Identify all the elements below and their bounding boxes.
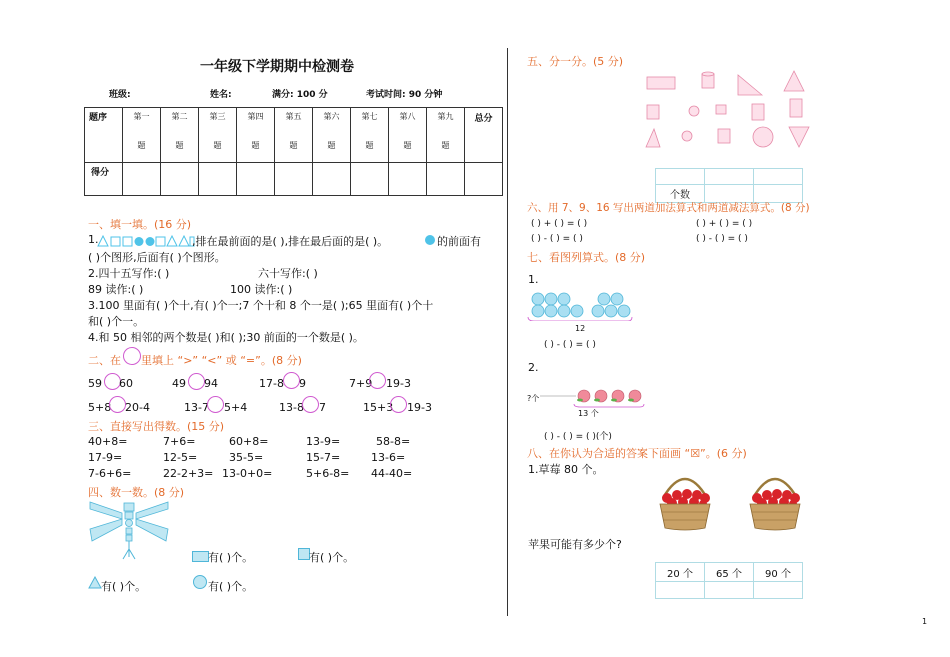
section-3-title: 三、直接写出得数。(15 分) bbox=[88, 420, 225, 433]
q2-d: 100 读作:( ) bbox=[230, 283, 293, 296]
count-circle: 有( )个。 bbox=[208, 580, 254, 593]
col-suffix: 题 bbox=[251, 141, 260, 150]
section-2-title-b: 里填上 “>” “<” 或 “=”。(8 分) bbox=[141, 354, 302, 367]
cmp-right: 9 bbox=[299, 377, 306, 390]
total-label-1: 12 bbox=[575, 324, 586, 333]
col-suffix: 题 bbox=[137, 141, 146, 150]
q2-a: 2.四十五写作:( ) bbox=[88, 267, 170, 280]
col-suffix: 题 bbox=[365, 141, 374, 150]
col-header: 第四 bbox=[247, 112, 264, 121]
q1-front: 的前面有 bbox=[437, 235, 481, 248]
q4: 4.和 50 相邻的两个数是( )和( );30 前面的一个数是( )。 bbox=[88, 331, 364, 344]
count-label: 个数 bbox=[656, 185, 705, 203]
calc-item: 13-9= bbox=[306, 435, 341, 448]
equation-add-2: ( ) + ( ) = ( ) bbox=[696, 219, 753, 229]
compare-circle[interactable] bbox=[369, 372, 386, 389]
calc-item: 17-9= bbox=[88, 451, 123, 464]
count-triangle: 有( )个。 bbox=[101, 580, 147, 593]
option-90: 90 个 bbox=[754, 563, 803, 582]
cmp-left: 13-7 bbox=[184, 401, 209, 414]
cmp-right: 19-3 bbox=[407, 401, 432, 414]
section-4-title: 四、数一数。(8 分) bbox=[88, 486, 185, 499]
cmp-right: 60 bbox=[119, 377, 133, 390]
triangle-icon bbox=[88, 576, 102, 589]
compare-circle[interactable] bbox=[302, 396, 319, 413]
q8-question: 苹果可能有多少个? bbox=[528, 538, 622, 551]
compare-circle[interactable] bbox=[188, 373, 205, 390]
rectangle-icon bbox=[192, 551, 209, 562]
score-cell[interactable] bbox=[389, 163, 427, 196]
exam-time: 考试时间: 90 分钟 bbox=[366, 90, 443, 100]
column-divider bbox=[507, 48, 508, 616]
class-label: 班级: bbox=[109, 90, 131, 100]
calc-item: 44-40= bbox=[371, 467, 413, 480]
col-suffix: 题 bbox=[175, 141, 184, 150]
score-cell[interactable] bbox=[465, 163, 503, 196]
score-cell[interactable] bbox=[275, 163, 313, 196]
cmp-left: 15+3 bbox=[363, 401, 394, 414]
col-header: 第三 bbox=[209, 112, 226, 121]
answer-options-table bbox=[655, 562, 803, 599]
compare-circle-icon bbox=[123, 347, 141, 365]
calc-item: 22-2+3= bbox=[163, 467, 214, 480]
q7-1: 1. bbox=[528, 273, 539, 286]
strawberry-basket-picture bbox=[745, 470, 805, 532]
col-suffix: 题 bbox=[213, 141, 222, 150]
mark-cell[interactable] bbox=[656, 582, 705, 599]
q3-a: 3.100 里面有( )个十,有( )个一;7 个十和 8 个一是( );65 里面有( )个十 bbox=[88, 299, 434, 312]
compare-circle[interactable] bbox=[390, 396, 407, 413]
q1-prefix: 1. bbox=[88, 233, 99, 246]
cmp-left: 7+9 bbox=[349, 377, 373, 390]
answer-cell[interactable] bbox=[705, 169, 754, 185]
equation-sub-2: ( ) - ( ) = ( ) bbox=[696, 234, 748, 244]
compare-circle[interactable] bbox=[207, 396, 224, 413]
cmp-left: 5+8 bbox=[88, 401, 112, 414]
dragonfly-shape-picture bbox=[88, 499, 170, 565]
row-label-score: 得分 bbox=[91, 168, 110, 178]
circle-icon bbox=[193, 575, 207, 589]
q1-line2: ( )个图形,后面有( )个图形。 bbox=[88, 251, 226, 264]
total-header: 总分 bbox=[474, 114, 493, 124]
col-suffix: 题 bbox=[289, 141, 298, 150]
mark-cell[interactable] bbox=[705, 582, 754, 599]
calc-item: 12-5= bbox=[163, 451, 198, 464]
section-7-title: 七、看图列算式。(8 分) bbox=[527, 251, 646, 264]
cmp-left: 49 bbox=[172, 377, 186, 390]
count-square: 有( )个。 bbox=[309, 551, 355, 564]
col-header: 第二 bbox=[171, 112, 188, 121]
peaches-picture bbox=[540, 384, 652, 408]
equation-7-2: ( ) - ( ) = ( )(个) bbox=[544, 432, 612, 442]
score-cell[interactable] bbox=[123, 163, 161, 196]
col-header: 第一 bbox=[133, 112, 150, 121]
option-65: 65 个 bbox=[705, 563, 754, 582]
q2-c: 89 读作:( ) bbox=[88, 283, 144, 296]
score-cell[interactable] bbox=[237, 163, 275, 196]
calc-item: 15-7= bbox=[306, 451, 341, 464]
strawberry-basket-picture bbox=[655, 470, 715, 532]
calc-item: 13-0+0= bbox=[222, 467, 273, 480]
score-cell[interactable] bbox=[427, 163, 465, 196]
col-suffix: 题 bbox=[441, 141, 450, 150]
equation-sub-1: ( ) - ( ) = ( ) bbox=[531, 234, 583, 244]
cmp-right: 7 bbox=[319, 401, 326, 414]
cmp-right: 94 bbox=[204, 377, 218, 390]
calc-item: 40+8= bbox=[88, 435, 128, 448]
calc-item: 58-8= bbox=[376, 435, 411, 448]
q7-2: 2. bbox=[528, 361, 539, 374]
name-label: 姓名: bbox=[210, 90, 232, 100]
section-1-title: 一、填一填。(16 分) bbox=[88, 218, 192, 231]
col-header: 第八 bbox=[399, 112, 416, 121]
full-score: 满分: 100 分 bbox=[272, 90, 328, 100]
cmp-right: 5+4 bbox=[224, 401, 248, 414]
score-table bbox=[84, 107, 503, 196]
q2-b: 六十写作:( ) bbox=[258, 267, 318, 280]
count-rect: 有( )个。 bbox=[208, 551, 254, 564]
circle-icon bbox=[425, 235, 435, 245]
sort-table bbox=[655, 168, 803, 203]
page-number: 1 bbox=[922, 617, 928, 626]
shape-sequence bbox=[97, 235, 195, 247]
calc-item: 7+6= bbox=[163, 435, 196, 448]
row-label-order: 题序 bbox=[89, 113, 108, 123]
calc-item: 7-6+6= bbox=[88, 467, 132, 480]
equation-7-1: ( ) - ( ) = ( ) bbox=[544, 340, 596, 350]
calc-item: 60+8= bbox=[229, 435, 269, 448]
unknown-label: ?个 bbox=[527, 394, 540, 403]
cmp-left: 17-8 bbox=[259, 377, 284, 390]
cmp-left: 13-8 bbox=[279, 401, 304, 414]
score-cell[interactable] bbox=[199, 163, 237, 196]
col-header: 第六 bbox=[323, 112, 340, 121]
page-title: 一年级下学期期中检测卷 bbox=[200, 59, 354, 75]
option-20: 20 个 bbox=[656, 563, 705, 582]
col-header: 第七 bbox=[361, 112, 378, 121]
section-5-title: 五、分一分。(5 分) bbox=[527, 55, 624, 68]
calc-item: 5+6-8= bbox=[306, 467, 350, 480]
score-cell[interactable] bbox=[351, 163, 389, 196]
solid-shapes-picture bbox=[644, 69, 814, 149]
section-8-title: 八、在你认为合适的答案下面画 “☒”。(6 分) bbox=[527, 447, 747, 460]
answer-cell[interactable] bbox=[754, 169, 803, 185]
cmp-right: 19-3 bbox=[386, 377, 411, 390]
score-cell[interactable] bbox=[313, 163, 351, 196]
section-2-title-a: 二、在 bbox=[88, 354, 121, 367]
col-header: 第五 bbox=[285, 112, 302, 121]
mark-cell[interactable] bbox=[754, 582, 803, 599]
total-label-2: 13 个 bbox=[578, 409, 599, 418]
cmp-right: 20-4 bbox=[125, 401, 150, 414]
compare-circle[interactable] bbox=[109, 396, 126, 413]
col-suffix: 题 bbox=[403, 141, 412, 150]
section-6-title: 六、用 7、9、16 写出两道加法算式和两道减法算式。(8 分) bbox=[527, 202, 810, 214]
col-header: 第九 bbox=[437, 112, 454, 121]
col-suffix: 题 bbox=[327, 141, 336, 150]
equation-add-1: ( ) + ( ) = ( ) bbox=[531, 219, 588, 229]
score-cell[interactable] bbox=[161, 163, 199, 196]
calc-item: 13-6= bbox=[371, 451, 406, 464]
q8-1: 1.草莓 80 个。 bbox=[528, 463, 604, 476]
q1-text: ,排在最前面的是( ),排在最后面的是( )。 bbox=[192, 235, 389, 248]
circles-picture bbox=[526, 291, 636, 321]
compare-circle[interactable] bbox=[283, 372, 300, 389]
calc-item: 35-5= bbox=[229, 451, 264, 464]
q3-b: 和( )个一。 bbox=[88, 315, 145, 328]
cmp-left: 59 bbox=[88, 377, 102, 390]
